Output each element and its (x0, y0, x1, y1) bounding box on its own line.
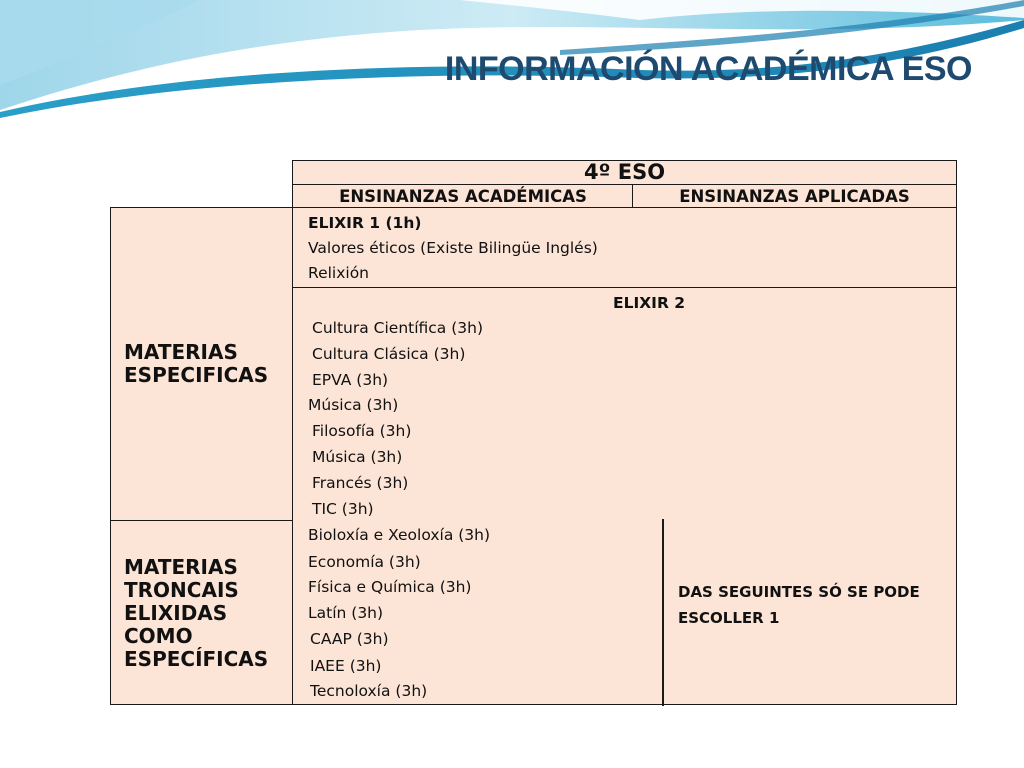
core-label-line: ESPECÍFICAS (124, 647, 269, 671)
column-label-academicas: ENSINANZAS ACADÉMICAS (339, 187, 587, 206)
elixir2-item: Cultura Clásica (3h) (312, 345, 466, 363)
core-divider (662, 519, 664, 706)
core-item: Economía (3h) (308, 553, 421, 571)
column-header-aplicadas (632, 184, 957, 209)
elixir1-heading: ELIXIR 1 (1h) (308, 214, 422, 232)
core-item: Tecnoloxía (3h) (310, 682, 428, 700)
column-label-aplicadas: ENSINANZAS APLICADAS (679, 187, 910, 206)
core-label-line: ELIXIDAS (124, 601, 228, 625)
specific-label-line: MATERIAS (124, 340, 238, 364)
core-label-line: COMO (124, 624, 193, 648)
core-item: Latín (3h) (308, 604, 384, 622)
elixir2-cell (292, 287, 957, 705)
specific-subjects-label-cell (110, 207, 294, 522)
core-item: Bioloxía e Xeoloxía (3h) (308, 526, 491, 544)
grade-label: 4º ESO (583, 160, 666, 184)
elixir1-item: Relixión (308, 264, 370, 282)
core-item: CAAP (3h) (310, 630, 389, 648)
core-label-line: MATERIAS (124, 555, 238, 579)
specific-label-line: ESPECIFICAS (124, 363, 269, 387)
core-label-line: TRONCAIS (124, 578, 239, 602)
column-header-academicas (292, 184, 634, 209)
page-title: INFORMACIÓN ACADÉMICA ESO (444, 50, 972, 88)
elixir1-item: Valores éticos (Existe Bilingüe Inglés) (308, 239, 598, 257)
specific-subjects-label (124, 341, 268, 387)
elixir2-item: Música (3h) (312, 448, 403, 466)
elixir2-item: EPVA (3h) (312, 371, 389, 389)
core-subjects-label-cell (110, 520, 294, 705)
core-item: IAEE (3h) (310, 657, 382, 675)
elixir2-item: TIC (3h) (312, 500, 374, 518)
core-item: Física e Química (3h) (308, 578, 472, 596)
choose-one-note (678, 579, 920, 631)
choose-one-note-line: DAS SEGUINTES SÓ SE PODE (678, 583, 920, 601)
elixir2-item: Música (3h) (308, 396, 399, 414)
elixir2-heading: ELIXIR 2 (613, 294, 686, 312)
grade-header (292, 160, 957, 185)
elixir1-cell (292, 207, 957, 289)
elixir2-item: Filosofía (3h) (312, 422, 412, 440)
elixir2-item: Francés (3h) (312, 474, 409, 492)
table-sheet (53, 118, 965, 710)
elixir2-item: Cultura Científica (3h) (312, 319, 484, 337)
core-subjects-label (124, 556, 268, 671)
choose-one-note-line: ESCOLLER 1 (678, 609, 780, 627)
